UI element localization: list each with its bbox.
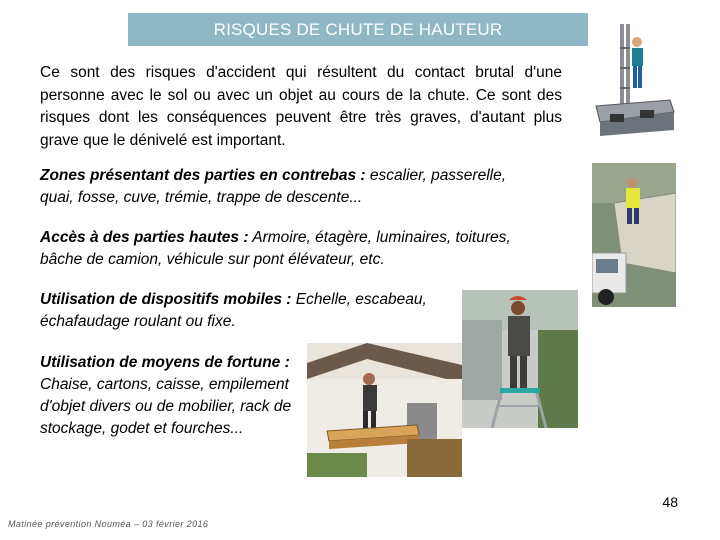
intro-paragraph: Ce sont des risques d'accident qui résultent du contact brutal d'une personne avec le sol ou avec un objet au cours de la chute. Ce sont des risques dont les conséquences peuvent être très graves, d'autant plus grave que le dénivelé est important.: [40, 64, 562, 149]
item-text: Chaise, cartons, caisse, empilement d'objet divers ou de mobilier, rack de stockage, godet et fourches...: [40, 376, 292, 437]
item-makeshift: [40, 352, 308, 440]
page-title: RISQUES DE CHUTE DE HAUTEUR: [128, 13, 588, 46]
worker-on-ladder-illustration: [590, 18, 678, 138]
item-text: escalier, passerelle, quai, fosse, cuve, trémie, trappe de descente...: [40, 167, 507, 206]
page-number: 48: [662, 494, 678, 510]
item-mobile-devices: [40, 289, 430, 333]
item-text: Armoire, étagère, luminaires, toitures, bâche de camion, véhicule sur pont élévateur, etc.: [40, 229, 511, 268]
item-heading: Utilisation de moyens de fortune :: [40, 354, 290, 371]
truck-tipper-photo: [592, 163, 676, 307]
item-high-access: [40, 227, 525, 271]
item-text: Echelle, escabeau, échafaudage roulant ou fixe.: [40, 291, 427, 330]
forklift-pallet-photo: [307, 343, 462, 477]
footer-text: Matinée prévention Nouméa – 03 février 2016: [8, 519, 209, 529]
item-heading: Accès à des parties hautes :: [40, 229, 249, 246]
item-heading: Zones présentant des parties en contrebas :: [40, 167, 366, 184]
stepladder-worker-photo: [462, 290, 578, 428]
item-heading: Utilisation de dispositifs mobiles :: [40, 291, 292, 308]
item-lower-zones: [40, 165, 520, 209]
